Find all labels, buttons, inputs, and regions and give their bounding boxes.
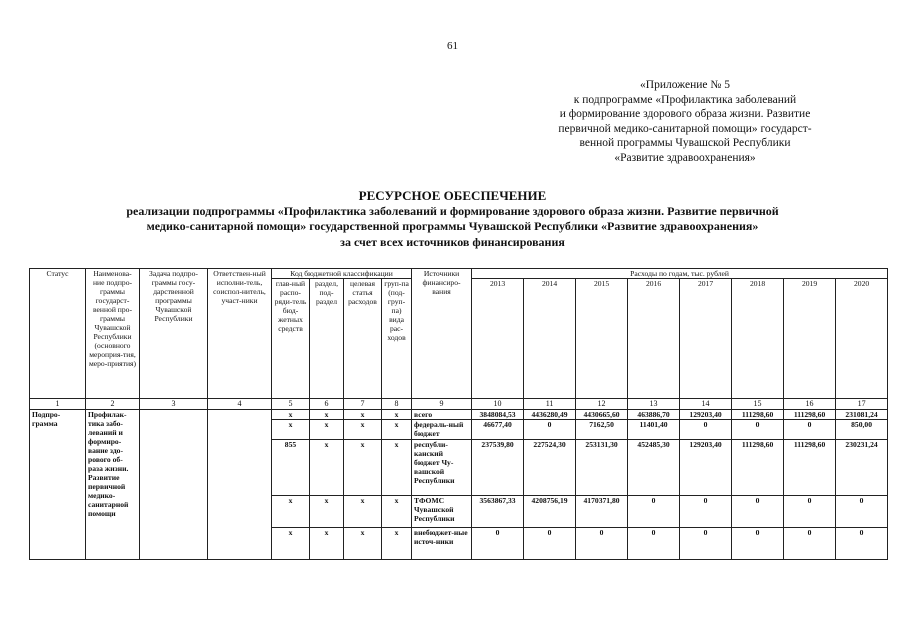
header-target-article: целевая статья расходов [344, 279, 382, 399]
value-cell: 0 [732, 496, 784, 528]
value-cell: 0 [732, 528, 784, 560]
header-budget-code: Код бюджетной классификации [272, 269, 412, 279]
source-cell: республи-канский бюджет Чу-вашской Республики [412, 440, 472, 496]
appendix-line: «Приложение № 5 [640, 79, 730, 91]
value-cell: 4436280,49 [524, 410, 576, 420]
appendix-line: к подпрограмме «Профилактика заболеваний [573, 93, 797, 106]
column-number: 14 [680, 399, 732, 410]
section-cell: x [310, 420, 344, 440]
source-cell: внебюджет-ные источ-ники [412, 528, 472, 560]
column-number: 10 [472, 399, 524, 410]
value-cell: 3563867,33 [472, 496, 524, 528]
header-name: Наименова-ние подпро-граммы государст-венной про-граммы Чувашской Республики (основного мероприя-тия, меро-приятия) [86, 269, 140, 399]
appendix-line: и формирование здорового образа жизни. Развитие [559, 108, 811, 120]
header-year: 2015 [576, 279, 628, 399]
header-year: 2019 [784, 279, 836, 399]
value-cell: 0 [576, 528, 628, 560]
appendix-line: венной программы Чувашской Республики [579, 137, 791, 149]
column-number: 1 [30, 399, 86, 410]
title-main: РЕСУРСНОЕ ОБЕСПЕЧЕНИЕ [358, 188, 547, 203]
header-sources: Источники финансиро-вания [412, 269, 472, 399]
value-cell: 7162,50 [576, 420, 628, 440]
column-number-row [30, 399, 888, 410]
header-year: 2020 [836, 279, 888, 399]
value-cell: 0 [784, 496, 836, 528]
appendix-line: «Развитие здравоохранения» [614, 151, 756, 164]
value-cell: 227524,30 [524, 440, 576, 496]
value-cell: 46677,40 [472, 420, 524, 440]
column-number: 8 [382, 399, 412, 410]
group-cell: x [382, 496, 412, 528]
value-cell: 463886,70 [628, 410, 680, 420]
value-cell: 0 [524, 420, 576, 440]
section-cell: x [310, 528, 344, 560]
value-cell: 0 [836, 528, 888, 560]
value-cell: 452485,30 [628, 440, 680, 496]
header-task: Задача подпро-граммы госу-дарственной программы Чувашской Республики [140, 269, 208, 399]
status-cell: Подпро-грамма [30, 410, 86, 560]
header-year: 2013 [472, 279, 524, 399]
value-cell: 129203,40 [680, 410, 732, 420]
value-cell: 0 [524, 528, 576, 560]
value-cell: 0 [784, 528, 836, 560]
header-year: 2016 [628, 279, 680, 399]
page-number: 61 [447, 40, 458, 52]
value-cell: 0 [836, 496, 888, 528]
value-cell: 237539,80 [472, 440, 524, 496]
value-cell: 11401,40 [628, 420, 680, 440]
value-cell: 253131,30 [576, 440, 628, 496]
header-section: раздел, под-раздел [310, 279, 344, 399]
appendix-note [520, 78, 850, 165]
value-cell: 0 [628, 528, 680, 560]
header-year: 2017 [680, 279, 732, 399]
value-cell: 111298,60 [732, 440, 784, 496]
source-cell: федераль-ный бюджет [412, 420, 472, 440]
code-cell: x [272, 528, 310, 560]
resource-table [29, 268, 888, 560]
column-number: 7 [344, 399, 382, 410]
title-line: реализации подпрограммы «Профилактика заболеваний и формирование здорового образа жизни. Развитие первичной [126, 203, 779, 218]
section-cell: x [310, 496, 344, 528]
column-number: 2 [86, 399, 140, 410]
title-line: за счет всех источников финансирования [340, 234, 565, 249]
table-row [30, 410, 888, 420]
value-cell: 850,00 [836, 420, 888, 440]
value-cell: 0 [732, 420, 784, 440]
group-cell: x [382, 440, 412, 496]
value-cell: 0 [472, 528, 524, 560]
table-header-row [30, 269, 888, 279]
document-title [0, 188, 905, 250]
source-cell: ТФОМС Чувашской Республики [412, 496, 472, 528]
column-number: 12 [576, 399, 628, 410]
code-cell: x [272, 496, 310, 528]
value-cell: 0 [680, 496, 732, 528]
value-cell: 111298,60 [784, 410, 836, 420]
section-cell: x [310, 410, 344, 420]
column-number: 4 [208, 399, 272, 410]
group-cell: x [382, 420, 412, 440]
code-cell: x [272, 410, 310, 420]
column-number: 17 [836, 399, 888, 410]
appendix-line: первичной медико-санитарной помощи» государст- [558, 122, 812, 135]
value-cell: 0 [680, 420, 732, 440]
article-cell: x [344, 410, 382, 420]
value-cell: 230231,24 [836, 440, 888, 496]
column-number: 13 [628, 399, 680, 410]
article-cell: x [344, 420, 382, 440]
header-expenses: Расходы по годам, тыс. рублей [472, 269, 888, 279]
column-number: 3 [140, 399, 208, 410]
column-number: 9 [412, 399, 472, 410]
value-cell: 0 [784, 420, 836, 440]
column-number: 16 [784, 399, 836, 410]
value-cell: 4430665,60 [576, 410, 628, 420]
program-name-cell: Профилак-тика забо-леваний и формиро-вание здо-рового об-раза жизни. Развитие первичной медико-санитарной помощи [86, 410, 140, 560]
header-year: 2014 [524, 279, 576, 399]
code-cell: x [272, 420, 310, 440]
section-cell: x [310, 440, 344, 496]
value-cell: 111298,60 [784, 440, 836, 496]
value-cell: 4170371,80 [576, 496, 628, 528]
responsible-cell [208, 410, 272, 560]
header-responsible: Ответствен-ный исполни-тель, соиспол-нитель, участ-ники [208, 269, 272, 399]
header-main-manager: глав-ный распо-ряди-тель бюд-жетных средств [272, 279, 310, 399]
article-cell: x [344, 528, 382, 560]
value-cell: 0 [628, 496, 680, 528]
column-number: 11 [524, 399, 576, 410]
column-number: 6 [310, 399, 344, 410]
group-cell: x [382, 410, 412, 420]
group-cell: x [382, 528, 412, 560]
article-cell: x [344, 440, 382, 496]
value-cell: 129203,40 [680, 440, 732, 496]
value-cell: 231081,24 [836, 410, 888, 420]
source-cell: всего [412, 410, 472, 420]
article-cell: x [344, 496, 382, 528]
header-year: 2018 [732, 279, 784, 399]
column-number: 15 [732, 399, 784, 410]
value-cell: 0 [680, 528, 732, 560]
value-cell: 3848084,53 [472, 410, 524, 420]
header-status: Статус [30, 269, 86, 399]
code-cell: 855 [272, 440, 310, 496]
task-cell [140, 410, 208, 560]
value-cell: 4208756,19 [524, 496, 576, 528]
value-cell: 111298,60 [732, 410, 784, 420]
title-line: медико-санитарной помощи» государственной программы Чувашской Республики «Развитие здравоохранения» [146, 219, 759, 233]
header-expense-group: груп-па (под-груп-па) вида рас-ходов [382, 279, 412, 399]
column-number: 5 [272, 399, 310, 410]
